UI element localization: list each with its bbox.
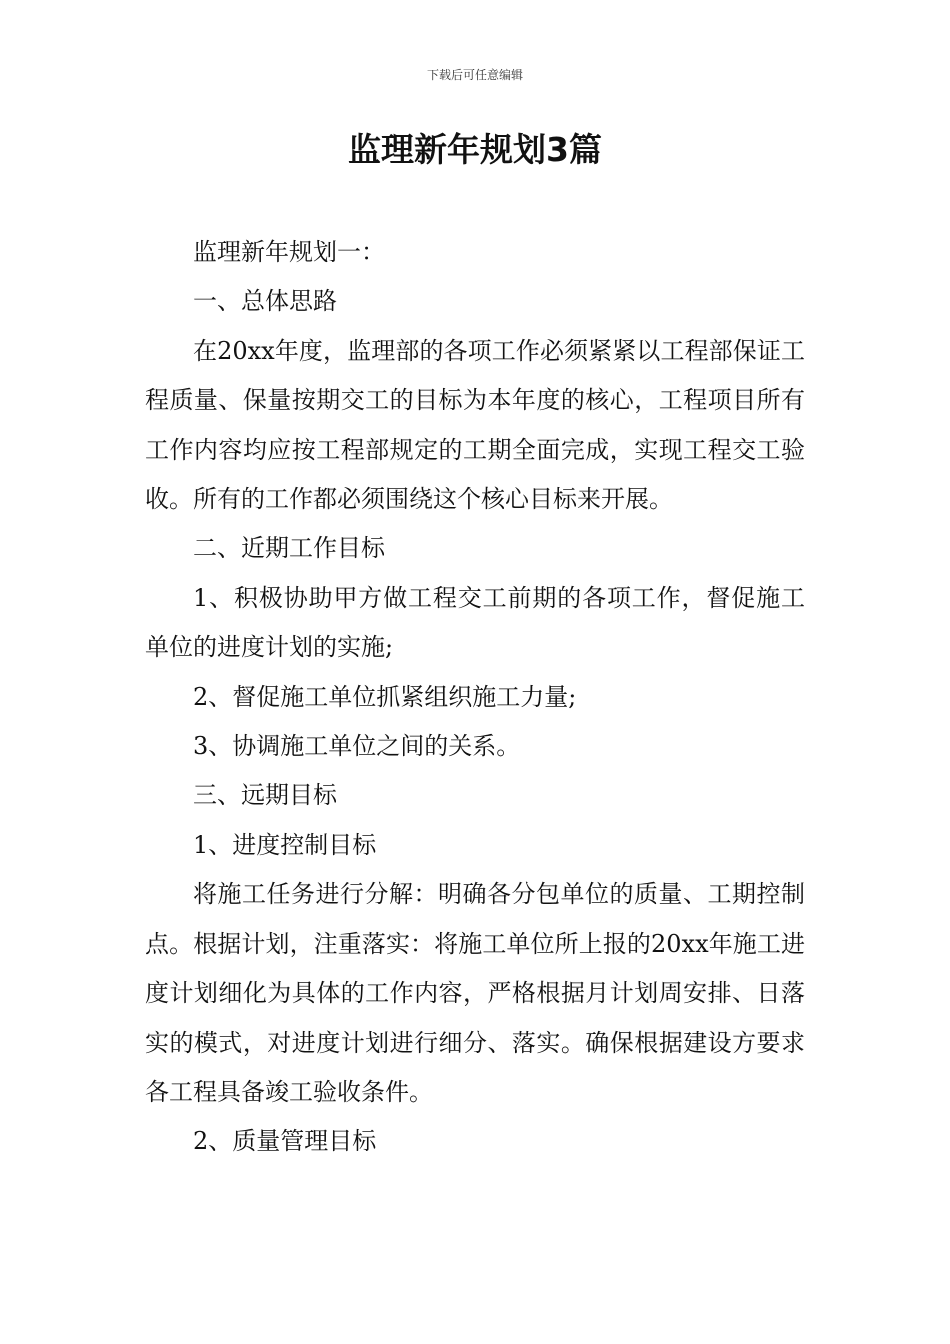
paragraph: 在20xx年度，监理部的各项工作必须紧紧以工程部保证工程质量、保量按期交工的目标为本年度的核心，工程项目所有工作内容均应按工程部规定的工期全面完成，实现工程交工验收。所有的工作都必须围绕这个核心目标来开展。 bbox=[145, 336, 805, 514]
list-item: 1、积极协助甲方做工程交工前期的各项工作，督促施工单位的进度计划的实施; bbox=[145, 583, 805, 662]
section-heading: 一、总体思路 bbox=[193, 287, 337, 316]
list-item: 2、督促施工单位抓紧组织施工力量; bbox=[193, 682, 577, 711]
paragraph: 将施工任务进行分解：明确各分包单位的质量、工期控制点。根据计划，注重落实：将施工单位所上报的20xx年施工进度计划细化为具体的工作内容，严格根据月计划周安排、日落实的模式，对进度计划进行细分、落实。确保根据建设方要求各工程具备竣工验收条件。 bbox=[145, 880, 805, 1106]
document-body bbox=[145, 228, 805, 1167]
subsection-heading: 1、进度控制目标 bbox=[193, 830, 377, 859]
subsection-heading: 2、质量管理目标 bbox=[193, 1127, 377, 1156]
document-title: 监理新年规划3篇 bbox=[348, 130, 602, 169]
section-heading: 三、远期目标 bbox=[193, 781, 337, 810]
paragraph: 监理新年规划一： bbox=[193, 238, 385, 266]
section-heading: 二、近期工作目标 bbox=[193, 534, 385, 563]
list-item: 3、协调施工单位之间的关系。 bbox=[193, 732, 521, 761]
page-header-note: 下载后可任意编辑 bbox=[426, 68, 523, 82]
